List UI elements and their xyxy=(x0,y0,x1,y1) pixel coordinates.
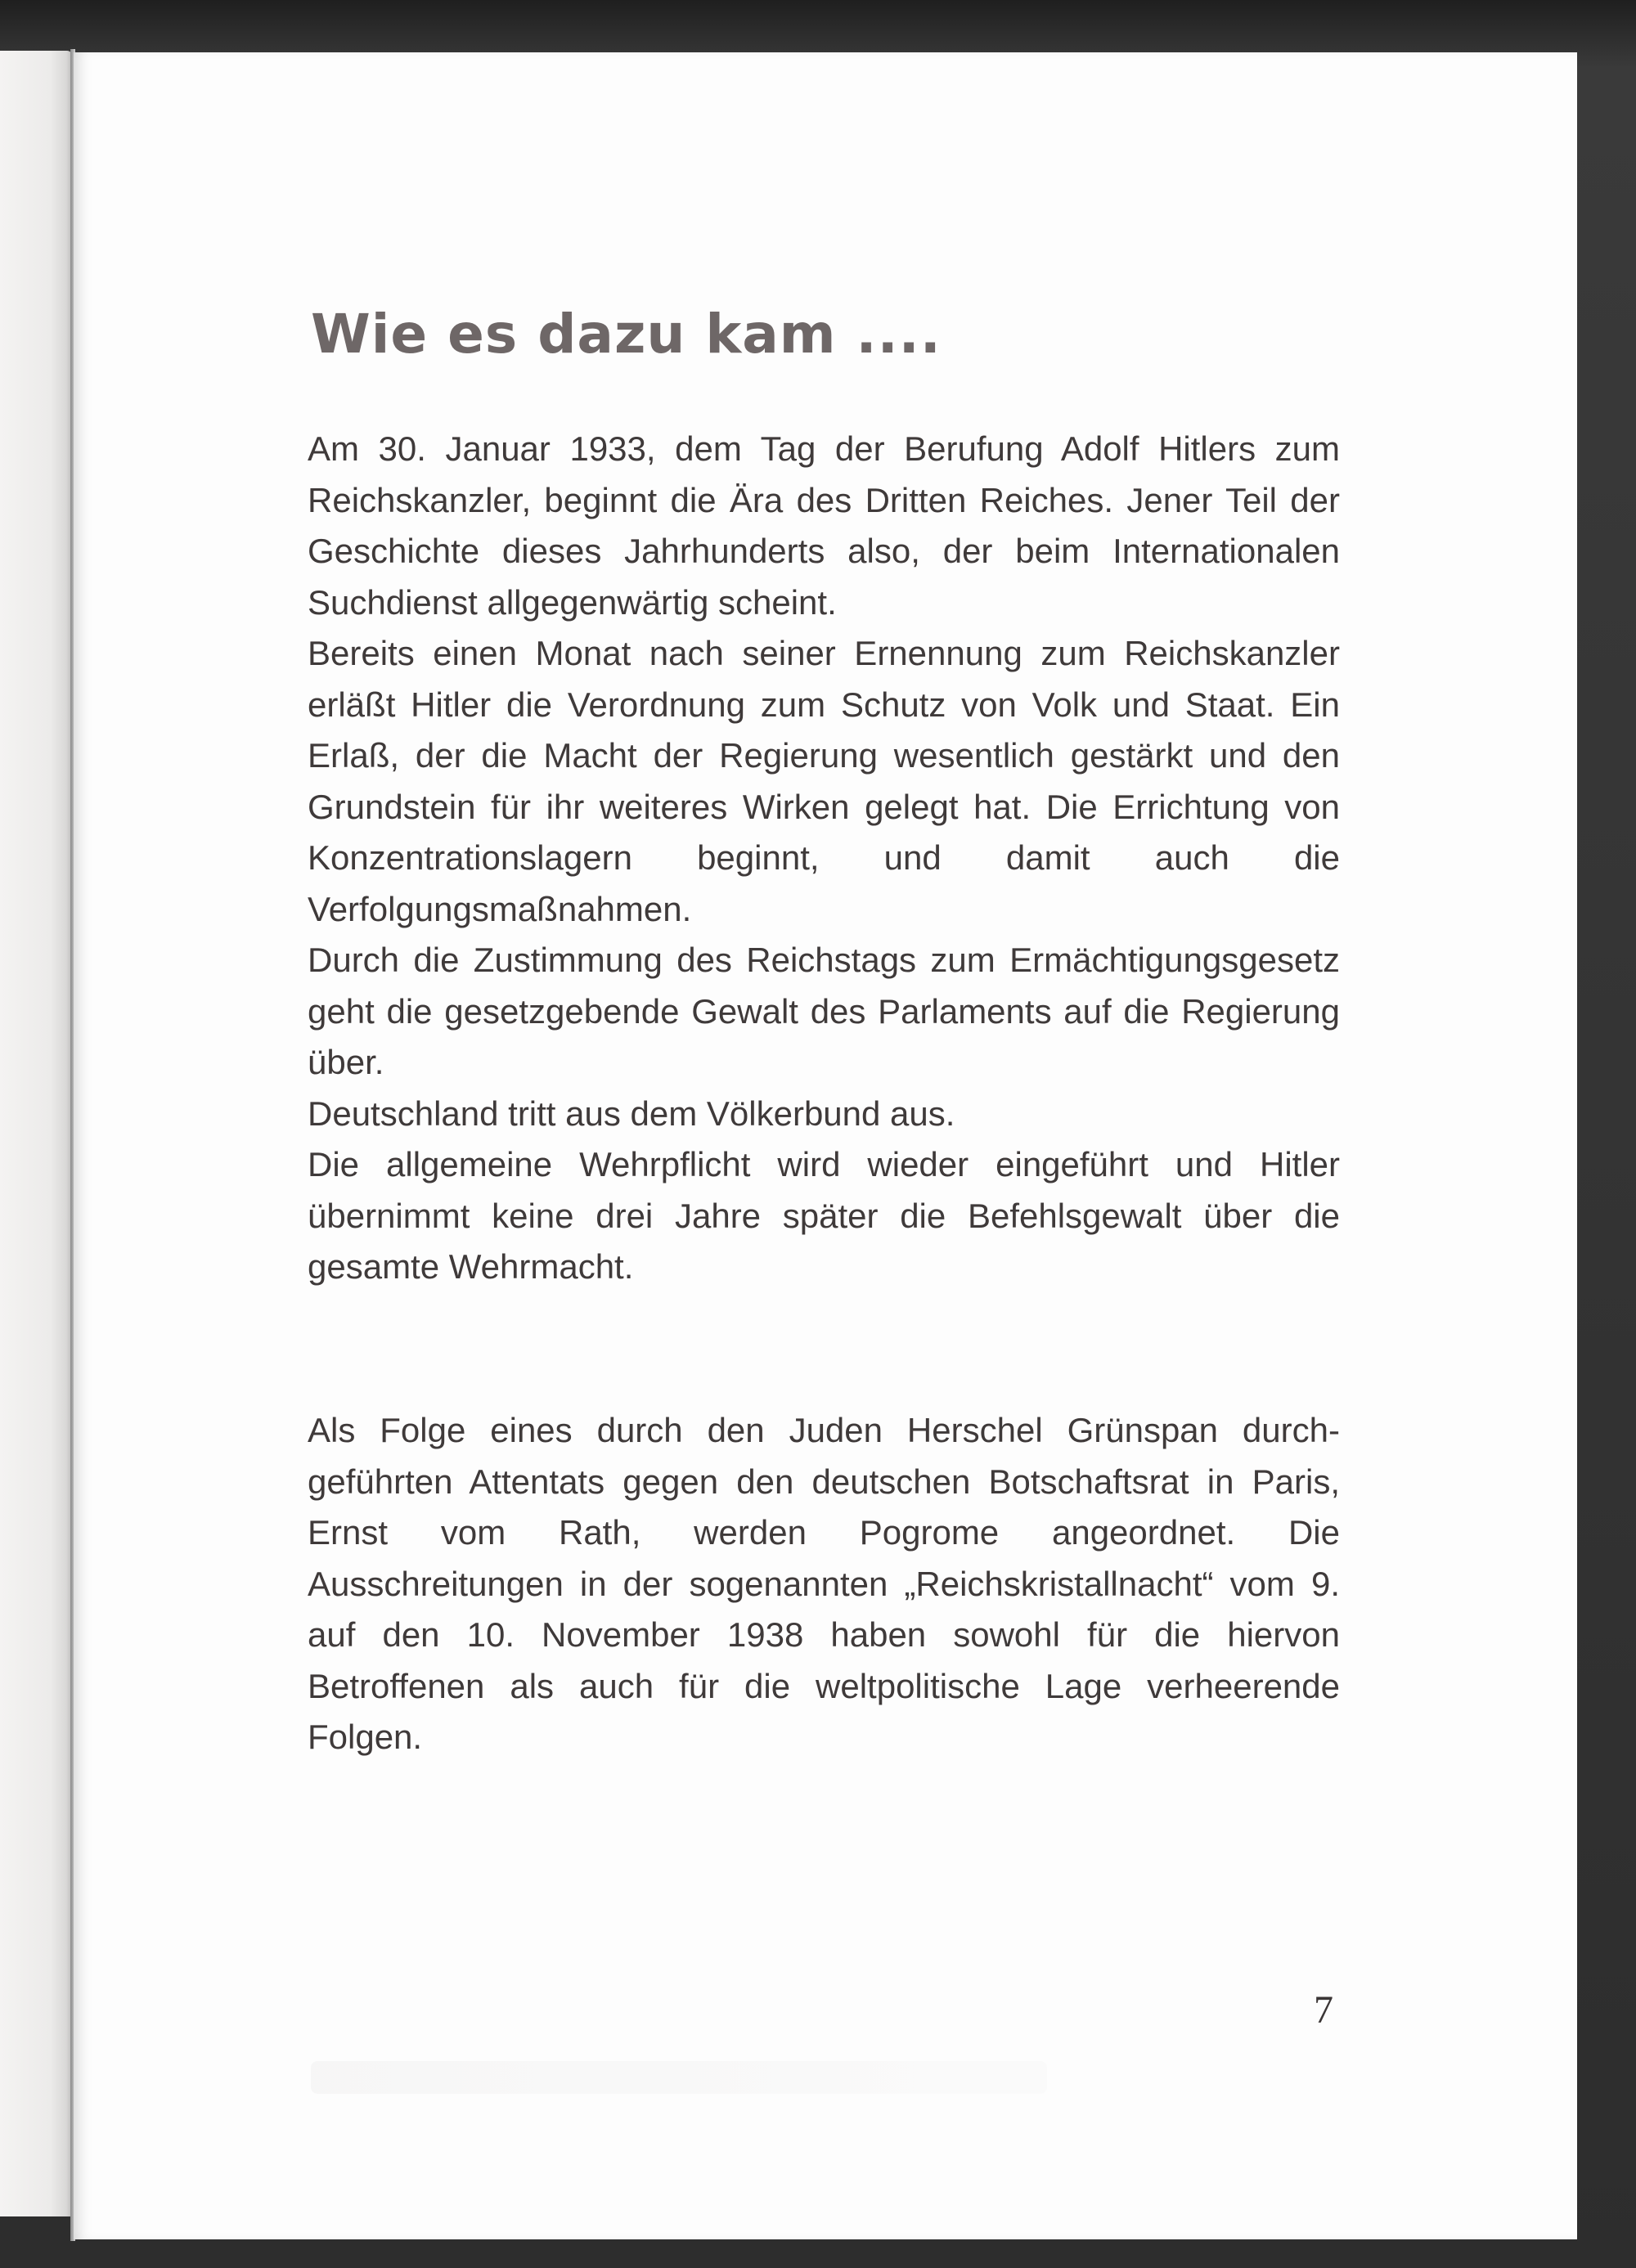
text-block-pogrom xyxy=(308,1405,1340,1763)
previous-page-edge xyxy=(0,51,72,2216)
paragraph-enabling-act: Durch die Zustimmung des Reichstags zum Ermächtigungsgesetz geht die gesetzgebende Gewalt des Parlaments auf die Regierung über. xyxy=(308,941,1340,1081)
paragraph-conscription: Die allgemeine Wehrpflicht wird wieder eingeführt und Hitler übernimmt keine drei Jahre später die Befehlsgewalt über die gesamte Wehrmacht. xyxy=(308,1145,1340,1286)
paragraph-kristallnacht: Als Folge eines durch den Juden Herschel Grünspan durchgeführten Attentats gegen den deutschen Botschaftsrat in Paris, Ernst vom Rath, werden Pogrome angeordnet. Die Ausschreitungen in der sogenannten „Reichskristallnacht“ vom 9. auf den 10. November 1938 haben sowohl für die hiervon Betroffenen als auch für die weltpolitische Lage verheerende Folgen. xyxy=(308,1411,1340,1756)
page-number: 7 xyxy=(1314,1988,1333,2032)
paragraph-league-of-nations: Deutschland tritt aus dem Völkerbund aus. xyxy=(308,1094,955,1133)
show-through-artifact xyxy=(311,2061,1047,2094)
text-block-intro xyxy=(308,424,1340,1293)
paragraph-1933-chancellor: Am 30. Januar 1933, dem Tag der Berufung Adolf Hitlers zum Reichskanzler, beginnt die Ära des Dritten Reiches. Jener Teil der Geschichte dieses Jahrhunderts also, der beim Internationalen Suchdienst allgegenwärtig scheint. xyxy=(308,429,1340,622)
paragraph-decree: Bereits einen Monat nach seiner Ernennung zum Reichskanzler erläßt Hitler die Verordnung zum Schutz von Volk und Staat. Ein Erlaß, der die Macht der Regierung wesentlich gestärkt und den Grundstein für ihr weiteres Wirken gelegt hat. Die Errichtung von Konzentrationslagern beginnt, und damit auch die Verfolgungsmaßnahmen. xyxy=(308,634,1340,928)
page-heading: Wie es dazu kam .... xyxy=(311,303,942,366)
